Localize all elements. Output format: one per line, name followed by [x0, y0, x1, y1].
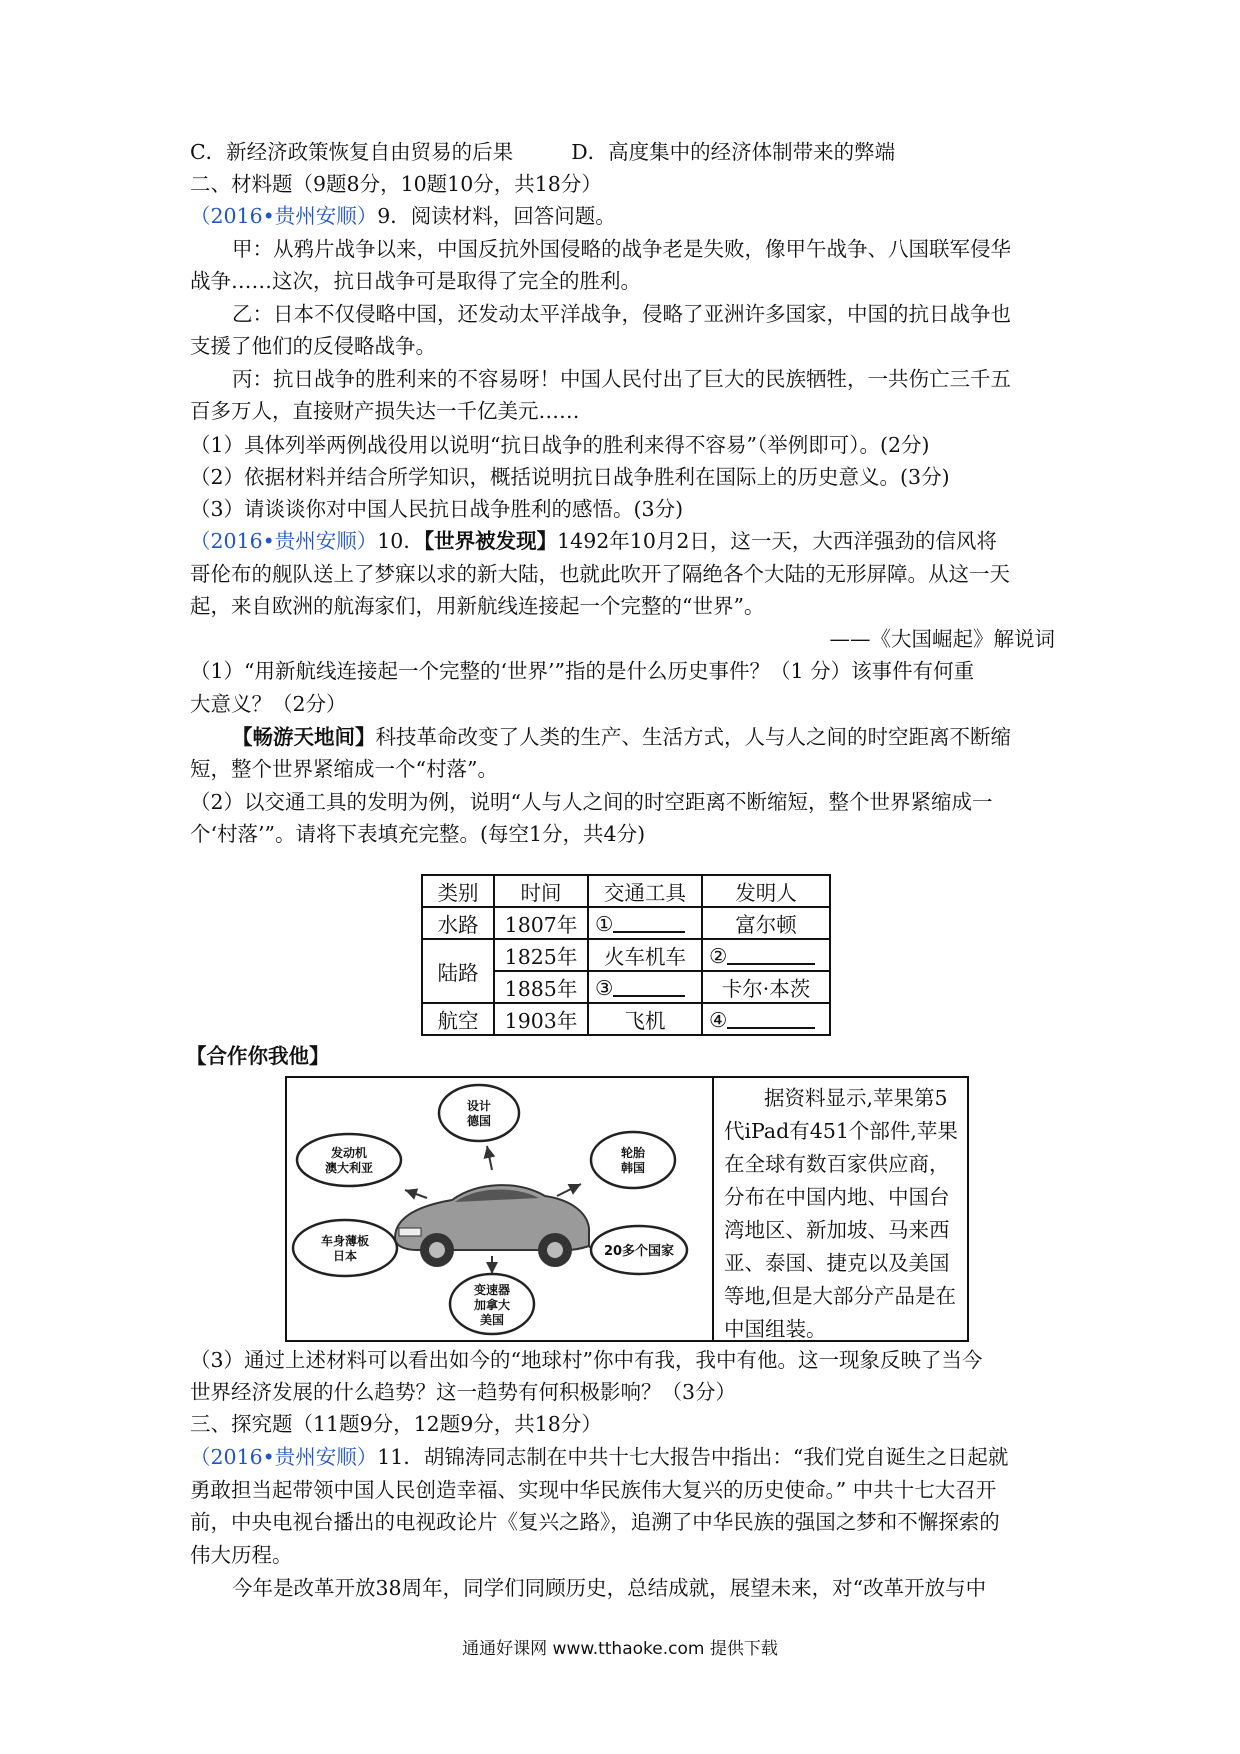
question-10-2-cont: 个‘村落’”。请将下表填充完整。(每空1分，共4分)	[190, 822, 646, 846]
section-2-heading: 二、材料题（9题8分，10题10分，共18分）	[190, 172, 602, 196]
car-parts-diagram	[287, 1078, 714, 1340]
table-header-row: 类别 时间 交通工具 发明人	[422, 875, 830, 907]
question-11-cont3: 伟大历程。	[190, 1543, 293, 1567]
question-10-cont: 哥伦布的舰队送上了梦寐以求的新大陆，也就此吹开了隔绝各个大陆的无形屏障。从这一天	[190, 562, 1010, 586]
answer-blank	[727, 1007, 815, 1029]
material-yi: 乙：日本不仅侵略中国，还发动太平洋战争，侵略了亚洲许多国家，中国的抗日战争也	[232, 302, 1011, 326]
question-10-2: （2）以交通工具的发明为例，说明“人与人之间的时空距离不断缩短，整个世界紧缩成一	[190, 790, 993, 814]
table-row: 航空 1903年 飞机 ④	[422, 1003, 830, 1035]
node-tire	[591, 1132, 675, 1188]
question-9-2: （2）依据材料并结合所学知识，概括说明抗日战争胜利在国际上的历史意义。(3分)	[190, 465, 950, 489]
question-10-3: （3）通过上述材料可以看出如今的“地球村”你中有我，我中有他。这一现象反映了当今	[190, 1348, 983, 1372]
material-bing-cont: 百多万人，直接财产损失达一千亿美元……	[190, 399, 580, 423]
node-engine	[297, 1134, 401, 1186]
transport-table	[421, 874, 831, 1036]
answer-blank	[727, 943, 815, 965]
tour-section-cont: 短，整个世界紧缩成一个“村落”。	[190, 757, 498, 781]
node-body	[293, 1220, 397, 1276]
material-jia: 甲：从鸦片战争以来，中国反抗外国侵略的战争老是失败，像甲午战争、八国联军侵华	[232, 237, 1011, 261]
svg-text:美国: 美国	[479, 1313, 505, 1327]
svg-text:韩国: 韩国	[620, 1161, 646, 1175]
question-9: （2016•贵州安顺）9．阅读材料，回答问题。	[190, 204, 616, 228]
source-tag: （2016•贵州安顺）	[190, 204, 378, 228]
svg-text:发动机: 发动机	[330, 1146, 368, 1160]
table-row: 1885年 ③ 卡尔·本茨	[422, 971, 830, 1003]
question-10-1-cont: 大意义？（2分）	[190, 692, 347, 716]
answer-blank	[613, 975, 685, 997]
cooperation-heading: 【合作你我他】	[186, 1044, 330, 1068]
source-tag: （2016•贵州安顺）	[190, 1445, 378, 1469]
svg-text:车身薄板: 车身薄板	[320, 1234, 370, 1248]
option-c-d: C．新经济政策恢复自由贸易的后果 D．高度集中的经济体制带来的弊端	[190, 140, 896, 164]
question-11-cont2: 前，中央电视台播出的电视政论片《复兴之路》，追溯了中华民族的强国之梦和不懈探索的	[190, 1510, 1000, 1534]
svg-text:轮胎: 轮胎	[620, 1146, 646, 1160]
question-10: （2016•贵州安顺）10．【世界被发现】1492年10月2日，这一天，大西洋强劲的信风将	[190, 529, 997, 553]
question-9-3: （3）请谈谈你对中国人民抗日战争胜利的感悟。(3分)	[190, 497, 684, 521]
supply-chain-figure	[285, 1076, 969, 1342]
svg-text:变速器: 变速器	[473, 1283, 511, 1297]
svg-text:20多个国家: 20多个国家	[603, 1244, 675, 1259]
question-10-1: （1）“用新航线连接起一个完整的‘世界’”指的是什么历史事件？（1 分）该事件有何重	[190, 659, 975, 683]
question-11-cont4: 今年是改革开放38周年，同学们同顾历史，总结成就，展望未来，对“改革开放与中	[232, 1576, 987, 1600]
table-row: 水路 1807年 ① 富尔顿	[422, 907, 830, 939]
material-bing: 丙：抗日战争的胜利来的不容易呀！中国人民付出了巨大的民族牺牲，一共伤亡三千五	[232, 367, 1011, 391]
citation: ——《大国崛起》解说词	[829, 627, 1055, 651]
material-jia-cont: 战争……这次，抗日战争可是取得了完全的胜利。	[190, 269, 641, 293]
node-design	[439, 1085, 519, 1141]
svg-text:设计: 设计	[466, 1099, 492, 1113]
answer-blank	[613, 911, 685, 933]
question-10-cont2: 起，来自欧洲的航海家们，用新航线连接起一个完整的“世界”。	[190, 594, 765, 618]
question-9-1: （1）具体列举两例战役用以说明“抗日战争的胜利来得不容易”（举例即可）。(2分)	[190, 433, 930, 457]
material-yi-cont: 支援了他们的反侵略战争。	[190, 334, 436, 358]
ipad-supply-text: 据资料显示,苹果第5代iPad有451个部件,苹果在全球有数百家供应商，分布在中国内地、中国台湾地区、新加坡、马来西亚、泰国、捷克以及美国等地,但是大部分产品是在中国组装。	[724, 1086, 958, 1341]
svg-text:加拿大: 加拿大	[473, 1298, 511, 1312]
question-10-3-cont: 世界经济发展的什么趋势？这一趋势有何积极影响？（3分）	[190, 1380, 737, 1404]
tour-section: 【畅游天地间】科技革命改变了人类的生产、生活方式，人与人之间的时空距离不断缩	[232, 725, 1011, 749]
svg-text:日本: 日本	[332, 1249, 358, 1263]
question-11: （2016•贵州安顺）11．胡锦涛同志制在中共十七大报告中指出：“我们党自诞生之日起就	[190, 1445, 1009, 1469]
table-row: 陆路 1825年 火车机车 ②	[422, 939, 830, 971]
svg-text:德国: 德国	[466, 1114, 492, 1128]
section-3-heading: 三、探究题（11题9分，12题9分，共18分）	[190, 1412, 602, 1436]
question-11-cont: 勇敢担当起带领中国人民创造幸福、实现中华民族伟大复兴的历史使命。” 中共十七大召开	[190, 1478, 997, 1502]
svg-text:澳大利亚: 澳大利亚	[324, 1161, 374, 1175]
source-tag: （2016•贵州安顺）	[190, 529, 378, 553]
page-footer: 通通好课网 www.tthaoke.com 提供下载	[462, 1639, 778, 1659]
